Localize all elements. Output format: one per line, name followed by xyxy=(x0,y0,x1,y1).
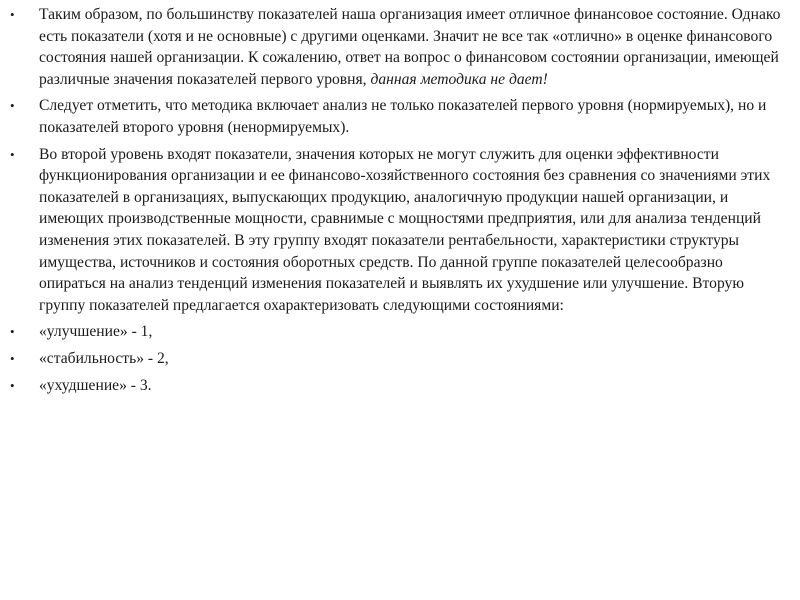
bullet-marker: • xyxy=(10,98,15,114)
bullet-text: «ухудшение» - 3. xyxy=(39,376,152,394)
bullet-marker: • xyxy=(10,146,15,162)
bullet-text: «стабильность» - 2, xyxy=(39,349,169,367)
bullet-item xyxy=(8,321,792,343)
bullet-item xyxy=(8,4,792,90)
bullet-text: Следует отметить, что методика включает анализ не только показателей первого уровня (нормируемых), но и показателей второго уровня (ненормируемых). xyxy=(39,97,767,136)
bullet-text: «улучшение» - 1, xyxy=(39,323,153,341)
bullet-emphasis-text: данная методика не дает! xyxy=(366,70,548,88)
bullet-text: Таким образом, по большинству показателей наша организация имеет отличное финансовое состояние. Однако есть показатели (хотя и не основные) с другими оценками. Значит не все так «отлично» в оценке финансового состояния нашей организации. К сожалению, ответ на вопрос о финансовом состоянии организации, имеющей различные значения показателей первого уровня, xyxy=(39,6,781,88)
bullet-marker: • xyxy=(10,7,15,22)
bullet-text: Во второй уровень входят показатели, значения которых не могут служить для оценки эффективности функционирования организации и ее финансово-хозяйственного состояния без сравнения со значениями этих показателей в организациях, выпускающих продукцию, аналогичную продукции нашей организации, и имеющих производственные мощности, сравнимые с мощностями предприятия, или для анализа тенденций изменения этих показателей. В эту группу входят показатели рентабельности, характеристики структуры имущества, источников и состояния оборотных средств. По данной группе показателей целесообразно опираться на анализ тенденций изменения показателей и выявлять их ухудшение или улучшение. Вторую группу показателей предлагается охарактеризовать следующими состояниями: xyxy=(39,145,771,314)
bullet-item xyxy=(8,144,792,317)
bullet-marker: • xyxy=(10,350,15,366)
bullet-item xyxy=(8,348,792,370)
bullet-item xyxy=(8,95,792,138)
bullet-item xyxy=(8,375,792,397)
bullet-list xyxy=(8,4,792,396)
bullet-marker: • xyxy=(10,377,15,393)
bullet-marker: • xyxy=(10,324,15,340)
